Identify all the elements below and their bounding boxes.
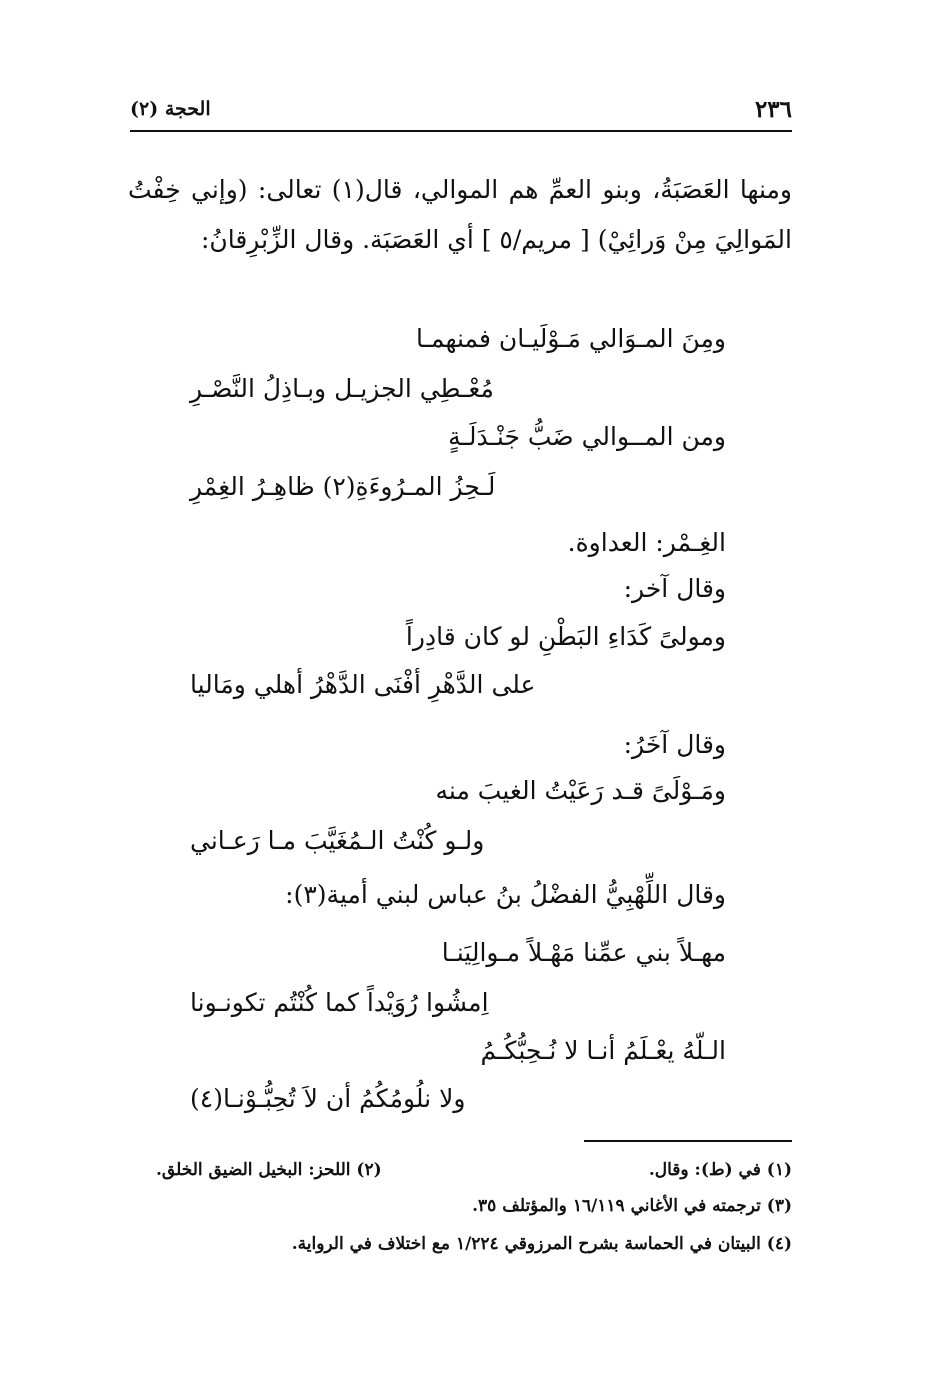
poem2-line-2: على الدَّهْرِ أفْنَى الدَّهْرُ أهلي ومَاليا (190, 670, 536, 699)
footnote-rule (584, 1140, 792, 1142)
poem1-line-2: مُعْـطِي الجزيـل وبـاذِلُ النَّصْـرِ (190, 374, 494, 403)
gloss-line: الغِـمْر: العداوة. (567, 528, 726, 557)
poem2-line-1: ومولىً كَدَاءِ البَطْنِ لو كان قادِراً (405, 622, 726, 651)
poem4-line-3: الـلّهُ يعْـلَمُ أنـا لا نُـحِبُّكُـمُ (480, 1036, 726, 1065)
poem1-line-4: لَـحِزُ المـرُوءَةِ(٢) ظاهِـرُ الغِمْرِ (190, 472, 496, 501)
footnote-4: (٤) البيتان في الحماسة بشرح المرزوقي ١/٢٢٤ مع اختلاف في الرواية. (291, 1234, 792, 1254)
footnote-1: (١) في (ط): وقال. (648, 1160, 792, 1180)
poem3-line-2: ولـو كُنْتُ الـمُغَيَّبَ مـا رَعـاني (190, 826, 485, 855)
intro-paragraph: ومنها العَصَبَةُ، وبنو العمِّ هم الموالي، قال(١) تعالى: (وإني خِفْتُ المَوالِيَ مِنْ وَرائِيْ) [ مريم/٥ ] أي العَصَبَة. وقال الزِّبْرِقانُ: (128, 175, 793, 254)
said-other-1: وقال آخر: (623, 574, 726, 603)
page-number: ٢٣٦ (754, 95, 792, 123)
running-title: الحجة (٢) (130, 98, 211, 120)
footnote-2: (٢) اللحز: البخيل الضيق الخلق. (156, 1160, 382, 1180)
poem4-line-1: مهـلاً بني عمِّنا مَهْـلاً مـوالِيَنـا (441, 938, 726, 967)
header-rule (130, 130, 792, 132)
running-header (130, 92, 792, 126)
footnote-3: (٣) ترجمته في الأغاني ١٦/١١٩ والمؤتلف ٣٥. (472, 1196, 792, 1216)
poem4-line-2: اِمشُوا رُوَيْداً كما كُنْتُم تكونـونا (190, 988, 489, 1017)
poem1-line-3: ومن المــوالي ضَبُّ جَنْـدَلَـةٍ (448, 422, 726, 451)
poem3-line-1: ومَـوْلَىً قـد رَعَيْتُ الغيبَ منه (435, 776, 726, 805)
poem4-line-4: ولا نلُومُكُمُ أن لاَ تُحِبُّـوْنـا(٤) (190, 1084, 466, 1113)
poem1-line-1: ومِنَ المـوَالي مَـوْلَيـان فمنهمـا (416, 324, 726, 353)
said-lahabi: وقال اللِّهْبِيُّ الفضْلُ بنُ عباس لبني أمية(٣): (285, 880, 726, 909)
said-other-2: وقال آخَرُ: (623, 730, 726, 759)
